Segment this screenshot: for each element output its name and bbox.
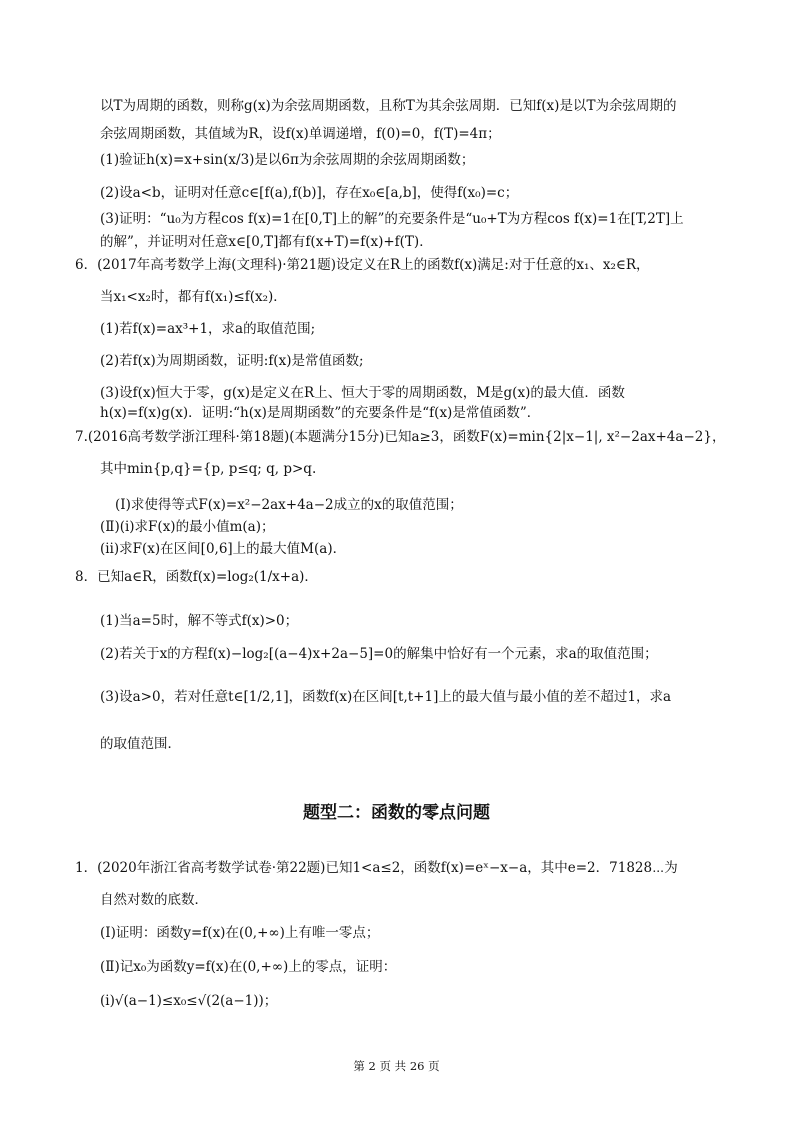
text-line: 以T为周期的函数，则称g(x)为余弦周期函数，且称T为其余弦周期．已知f(x)是以T为余弦周期的 xyxy=(100,98,677,114)
text-line: (2)设a<b，证明对任意c∈[f(a),f(b)]，存在x₀∈[a,b]，使得f(x₀)=c； xyxy=(100,185,519,201)
question-8-heading: 8．已知a∈R，函数f(x)=log₂(1/x+a)． xyxy=(75,569,318,585)
text-line: (Ⅱ)(ⅰ)求F(x)的最小值m(a)； xyxy=(100,519,275,535)
text-line: h(x)=f(x)g(x)．证明:“h(x)是周期函数”的充要条件是“f(x)是常值函数”． xyxy=(100,405,541,421)
text-line: (3)设a>0，若对任意t∈[1/2,1]，函数f(x)在区间[t,t+1]上的最大值与最小值的差不超过1，求a xyxy=(100,689,671,705)
text-line: 自然对数的底数． xyxy=(100,892,208,908)
text-line: (3)证明：“u₀为方程cos f(x)=1在[0,T]上的解”的充要条件是“u₀+T为方程cos f(x)=1在[T,2T]上 xyxy=(100,211,684,227)
text-line: 余弦周期函数，其值域为R，设f(x)单调递增，f(0)=0，f(T)=4π； xyxy=(100,126,501,142)
text-line: (1)当a=5时，解不等式f(x)>0； xyxy=(100,613,299,629)
text-line: (Ⅰ)证明：函数y=f(x)在(0,+∞)上有唯一零点； xyxy=(100,925,380,941)
text-line: (Ⅱ)记x₀为函数y=f(x)在(0,+∞)上的零点，证明： xyxy=(100,959,397,975)
text-line: (Ⅰ)求使得等式F(x)=x²−2ax+4a−2成立的x的取值范围； xyxy=(115,497,463,513)
text-line: 当x₁<x₂时，都有f(x₁)≤f(x₂)． xyxy=(100,289,287,305)
page-footer: 第 2 页 共 26 页 xyxy=(353,1059,440,1073)
text-line: (2)若关于x的方程f(x)−log₂[(a−4)x+2a−5]=0的解集中恰好有一个元素，求a的取值范围； xyxy=(100,646,658,662)
text-line: (ⅱ)求F(x)在区间[0,6]上的最大值M(a)． xyxy=(100,541,347,557)
text-line: (1)验证h(x)=x+sin(x/3)是以6π为余弦周期的余弦周期函数； xyxy=(100,152,475,168)
question-1-heading: 1．(2020年浙江省高考数学试卷·第22题)已知1<a≤2，函数f(x)=eˣ−x−a，其中e=2．71828⋯为 xyxy=(75,860,678,876)
text-line: (2)若f(x)为周期函数，证明:f(x)是常值函数; xyxy=(100,353,364,369)
text-line: 的取值范围． xyxy=(100,736,181,752)
section-title: 题型二：函数的零点问题 xyxy=(303,803,490,823)
text-line: (3)设f(x)恒大于零，g(x)是定义在R上、恒大于零的周期函数，M是g(x)的最大值．函数 xyxy=(100,385,625,401)
text-line: (1)若f(x)=ax³+1，求a的取值范围; xyxy=(100,321,316,337)
text-line: (ⅰ)√(a−1)≤x₀≤√(2(a−1))； xyxy=(100,993,278,1009)
text-line: 的解”，并证明对任意x∈[0,T]都有f(x+T)=f(x)+f(T)． xyxy=(100,234,433,250)
question-6-heading: 6．(2017年高考数学上海(文理科)·第21题)设定义在R上的函数f(x)满足:对于任意的x₁、x₂∈R， xyxy=(75,257,650,273)
text-line: 其中min{p,q}={p, p≤q; q, p>q. xyxy=(100,461,317,477)
question-7-heading: 7.(2016高考数学浙江理科·第18题)(本题满分15分)已知a≥3，函数F(x)=min{2|x−1|, x²−2ax+4a−2}， xyxy=(75,429,726,445)
